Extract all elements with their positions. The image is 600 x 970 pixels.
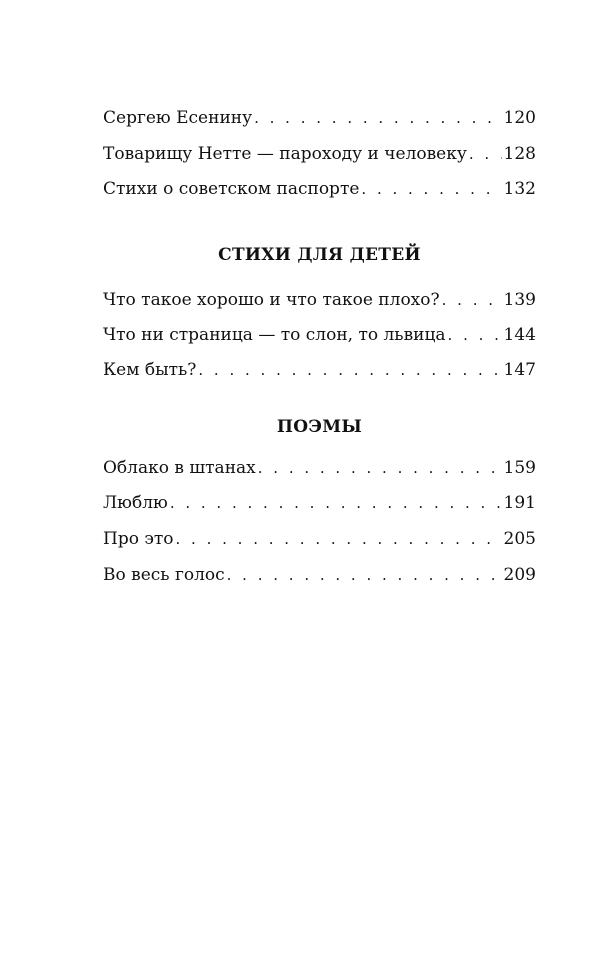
toc-entry[interactable] [103,106,536,130]
entry-page-number: 191 [503,493,536,513]
dot-leader [254,106,501,130]
toc-entry[interactable] [103,323,536,347]
entry-page-number: 139 [503,290,536,310]
dot-leader [448,323,502,347]
dot-leader [227,563,502,587]
entry-title: Про это [103,529,174,549]
dot-leader [442,288,502,312]
toc-entry[interactable] [103,491,536,515]
entry-title: Облако в штанах [103,458,256,478]
entry-title: Люблю [103,493,168,513]
entry-title: Во весь голос [103,565,225,585]
entry-page-number: 128 [503,144,536,164]
toc-entry[interactable] [103,563,536,587]
toc-entry[interactable] [103,288,536,312]
toc-entry[interactable] [103,142,536,166]
entry-page-number: 144 [503,325,536,345]
entry-title: Что такое хорошо и что такое плохо? [103,290,440,310]
toc-entry[interactable] [103,177,536,201]
entry-title: Стихи о советском паспорте [103,179,360,199]
section-heading: СТИХИ ДЛЯ ДЕТЕЙ [218,245,421,265]
toc-entry[interactable] [103,527,536,551]
entry-page-number: 205 [503,529,536,549]
toc-entry[interactable] [103,358,536,382]
entry-page-number: 209 [503,565,536,585]
entry-title: Сергею Есенину [103,108,253,128]
entry-title: Кем быть? [103,360,197,380]
entry-page-number: 159 [503,458,536,478]
dot-leader [198,358,501,382]
entry-title: Товарищу Нетте — пароходу и человеку [103,144,467,164]
entry-page-number: 120 [503,108,536,128]
dot-leader [469,142,502,166]
section-heading: ПОЭМЫ [276,417,363,437]
toc-entry[interactable] [103,456,536,480]
entry-title: Что ни страница — то слон, то львица [103,325,446,345]
dot-leader [176,527,502,551]
dot-leader [258,456,502,480]
dot-leader [170,491,502,515]
dot-leader [361,177,501,201]
entry-page-number: 132 [503,179,536,199]
entry-page-number: 147 [503,360,536,380]
